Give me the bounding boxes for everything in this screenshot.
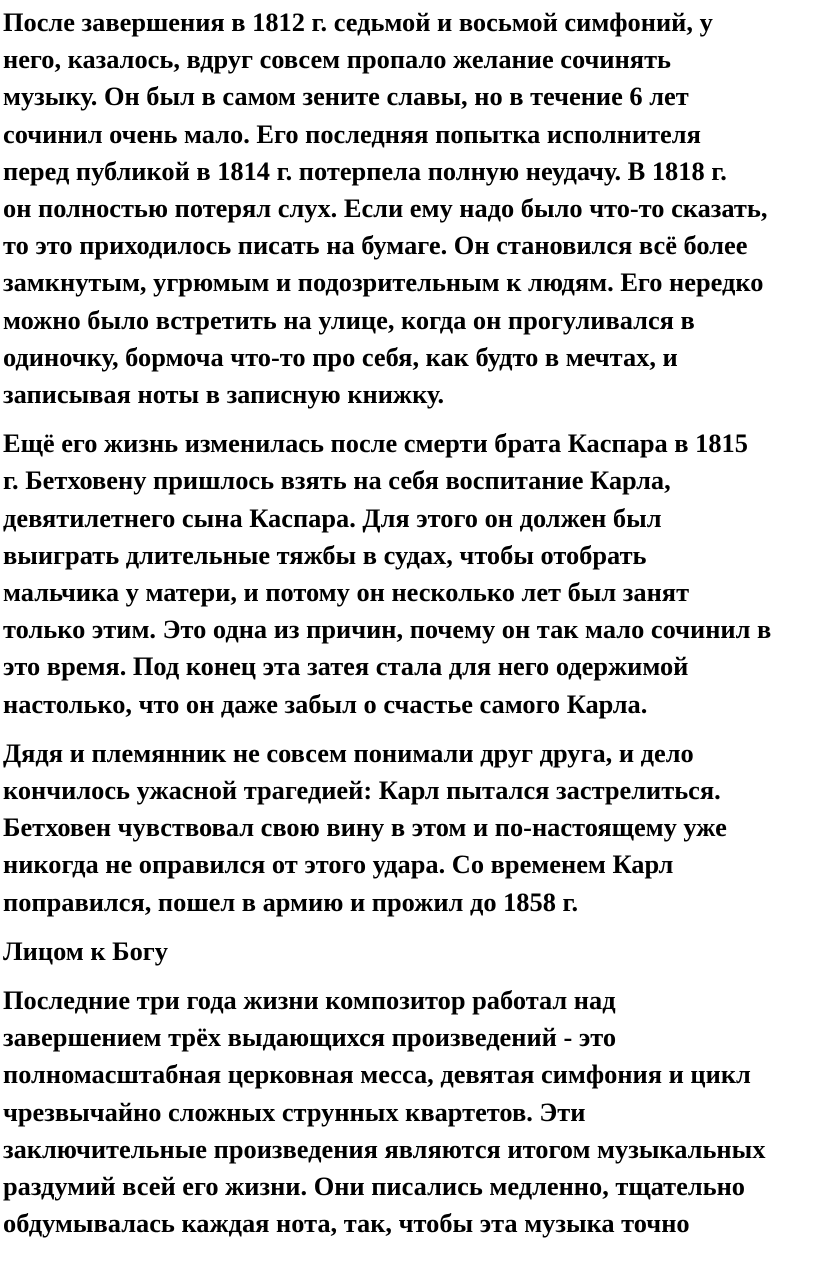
- text-line: Последние три года жизни композитор работал над: [3, 985, 616, 1016]
- text-line: настолько, что он даже забыл о счастье самого Карла.: [3, 688, 648, 719]
- section-heading: [3, 933, 816, 970]
- text-line: сочинил очень мало. Его последняя попытка исполнителя: [3, 118, 701, 149]
- text-line: музыку. Он был в самом зените славы, но в течение 6 лет: [3, 81, 689, 112]
- text-line: него, казалось, вдруг совсем пропало желание сочинять: [3, 44, 671, 75]
- text-line: Бетховен чувствовал свою вину в этом и по-настоящему уже: [3, 812, 727, 843]
- text-line: никогда не оправился от этого удара. Со временем Карл: [3, 849, 674, 880]
- text-line: это время. Под конец эта затея стала для него одержимой: [3, 651, 689, 682]
- text-line: полномасштабная церковная месса, девятая симфония и цикл: [3, 1059, 751, 1090]
- text-line: обдумывалась каждая нота, так, чтобы эта музыка точно: [3, 1208, 690, 1239]
- text-line: перед публикой в 1814 г. потерпела полную неудачу. В 1818 г.: [3, 155, 727, 186]
- text-line: одиночку, бормоча что-то про себя, как будто в мечтах, и: [3, 341, 678, 372]
- text-line: чрезвычайно сложных струнных квартетов. Эти: [3, 1096, 586, 1127]
- text-line: записывая ноты в записную книжку.: [3, 379, 445, 410]
- text-line: только этим. Это одна из причин, почему он так мало сочинил в: [3, 614, 772, 645]
- text-line: мальчика у матери, и потому он несколько лет был занят: [3, 577, 690, 608]
- text-line: г. Бетховену пришлось взять на себя воспитание Карла,: [3, 465, 671, 496]
- paragraph-3: [3, 735, 816, 921]
- heading-text: Лицом к Богу: [3, 935, 168, 966]
- text-line: кончилось ужасной трагедией: Карл пытался застрелиться.: [3, 775, 721, 806]
- text-line: он полностью потерял слух. Если ему надо было что-то сказать,: [3, 193, 768, 224]
- text-line: замкнутым, угрюмым и подозрительным к людям. Его нередко: [3, 267, 764, 298]
- text-line: После завершения в 1812 г. седьмой и восьмой симфоний, у: [3, 7, 713, 37]
- text-line: Ещё его жизнь изменилась после смерти брата Каспара в 1815: [3, 428, 748, 459]
- text-line: заключительные произведения являются итогом музыкальных: [3, 1133, 766, 1164]
- text-line: Дядя и племянник не совсем понимали друг друга, и дело: [3, 737, 694, 768]
- text-line: девятилетнего сына Каспара. Для этого он должен был: [3, 502, 662, 533]
- paragraph-1: [3, 4, 816, 413]
- text-line: раздумий всей его жизни. Они писались медленно, тщательно: [3, 1171, 745, 1202]
- text-line: завершением трёх выдающихся произведений - это: [3, 1022, 617, 1053]
- text-line: поправился, пошел в армию и прожил до 1858 г.: [3, 886, 579, 917]
- text-line: то это приходилось писать на бумаге. Он становился всё более: [3, 230, 748, 261]
- text-line: выиграть длительные тяжбы в судах, чтобы отобрать: [3, 539, 647, 570]
- paragraph-2: [3, 425, 816, 723]
- text-line: можно было встретить на улице, когда он прогуливался в: [3, 304, 695, 335]
- paragraph-5: [3, 982, 816, 1242]
